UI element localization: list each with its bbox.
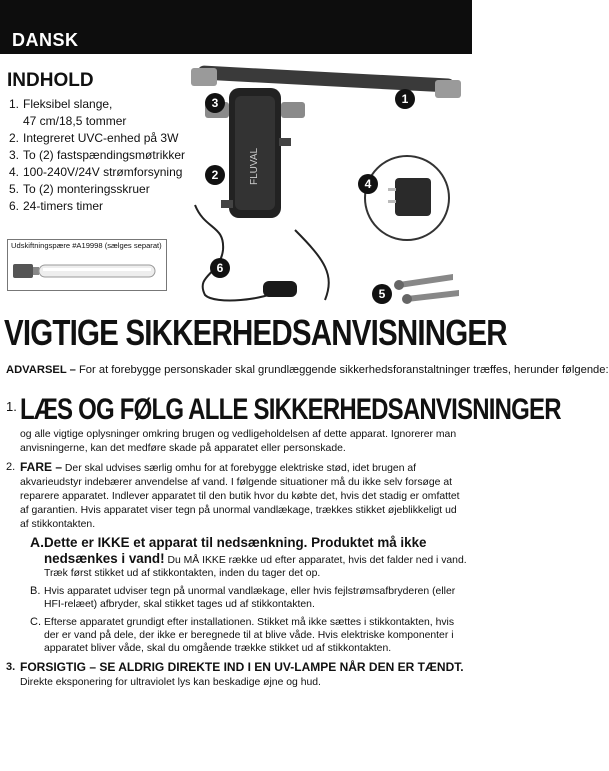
- language-label: DANSK: [12, 30, 79, 50]
- contents-item: 4. 100-240V/24V strømforsyning: [9, 165, 183, 179]
- language-header-bar: [0, 0, 472, 54]
- caution-text: Direkte eksponering for ultraviolet lys kan beskadige øjne og hud.: [20, 677, 321, 688]
- warning-label: ADVARSEL –: [6, 364, 76, 376]
- contents-title: INDHOLD: [7, 70, 94, 91]
- sub-c-text: Efterse apparatet grundigt efter installationen. Stikket må ikke sættes i stikkontakten, hvis der er vand på dele, der ikke er beregnede til at blive våde. Hvis elektriske komponenter i apparatet bliver våde, skal du omgående trække stikket ud af stikkontakten.: [44, 617, 455, 654]
- caution-heading: FORSIGTIG – SE ALDRIG DIREKTE IND I EN UV-LAMPE NÅR DEN ER TÆNDT.: [20, 660, 464, 674]
- contents-item: 1. Fleksibel slange, 47 cm/18,5 tommer: [9, 97, 127, 128]
- safety-title: VIGTIGE SIKKERHEDSANVISNINGER: [4, 312, 507, 353]
- callout-1: 1: [395, 89, 415, 109]
- timer-cable-image: [195, 205, 329, 300]
- danger-text: Der skal udvises særlig omhu for at forebygge elektriske stød, idet brugen af akvarieudstyr indebærer anvendelse af vand. I følgende situationer må du ikke selv forsøge at reparere apparatet. Indlever apparatet til den butik hvor du købte det, hvis det stadig er omfattet af garantien. Hvis apparatet viser tegn på unormal vandlækage, trækkes stikket øjeblikkeligt ud af stikkontakten.: [20, 463, 460, 530]
- safety-item-1: 1. LÆS OG FØLG ALLE SIKKERHEDSANVISNINGER og alle vigtige oplysninger omkring brugen og vedligeholdelsen af dette apparat. Ignorerer man anvisningerne, kan det medføre skade på apparatet eller personskade.: [6, 393, 561, 454]
- safety-sub-item-a: A. Dette er IKKE et apparat til nedsænkning. Produktet må ikke nedsænkes i vand! Du MÅ IKKE række ud efter apparatet, hvis det falder ned i vand. Træk først stikket ud af stikkontakten, inden du tager det op.: [30, 534, 467, 579]
- safety-item-3: 3. FORSIGTIG – SE ALDRIG DIREKTE IND I EN UV-LAMPE NÅR DEN ER TÆNDT. Direkte eksponering for ultraviolet lys kan beskadige øjne og hud.: [6, 660, 464, 688]
- safety-item-1-text: og alle vigtige oplysninger omkring brugen og vedligeholdelsen af dette apparat. Ignorerer man anvisningerne, kan det medføre skade på apparatet eller personskade.: [20, 429, 457, 454]
- sub-b-text: Hvis apparatet udviser tegn på unormal vandlækage, eller hvis fejlstrømsafbryderen (eller HFI-relæet) afbryder, skal stikket tages ud af stikkontakten.: [44, 586, 456, 610]
- safety-sub-item-b: B. Hvis apparatet udviser tegn på unormal vandlækage, eller hvis fejlstrømsafbryderen (eller HFI-relæet) afbryder, skal stikket tages ud af stikkontakten.: [30, 585, 456, 610]
- contents-item: 5. To (2) monteringsskruer: [9, 182, 150, 196]
- callout-5: 5: [372, 284, 392, 304]
- sub-a-text: Du MÅ IKKE række ud efter apparatet, hvis det falder ned i vand. Træk først stikket ud af stikkontakten, inden du tager det op.: [44, 555, 467, 579]
- mounting-screws-image: [394, 274, 459, 304]
- warning-line: [6, 364, 609, 376]
- contents-item: 3. To (2) fastspændingsmøtrikker: [9, 148, 186, 162]
- callout-6: 6: [210, 258, 230, 278]
- uv-bulb-illustration: [11, 258, 161, 284]
- safety-sub-item-c: C. Efterse apparatet grundigt efter installationen. Stikket må ikke sættes i stikkontakten, hvis der er vand på dele, der ikke er beregnede til at blive våde. Hvis elektriske komponenter i apparatet bliver våde, skal du omgående trække stikket ud af stikkontakten.: [30, 616, 455, 654]
- timer-device-image: [263, 281, 297, 297]
- callout-3: 3: [205, 93, 225, 113]
- contents-item: 6. 24-timers timer: [9, 199, 104, 213]
- spare-part-label: Udskiftningspære #A19998 (sælges separat): [11, 241, 162, 250]
- power-supply-image: [365, 156, 449, 240]
- safety-items: [6, 393, 561, 694]
- safety-item-1-heading: LÆS OG FØLG ALLE SIKKERHEDSANVISNINGER: [20, 393, 561, 426]
- svg-text:FLUVAL: FLUVAL: [249, 147, 260, 185]
- safety-item-2: 2. FARE – Der skal udvises særlig omhu for at forebygge elektriske stød, idet brugen af akvarieudstyr indebærer anvendelse af vand. I følgende situationer må du ikke selv forsøge at reparere apparatet. Indlever apparatet til den butik hvor du købte det, hvis det stadig er omfattet af garantien. Hvis apparatet viser tegn på unormal vandlækage, trækkes stikket øjeblikkeligt ud af stikkontakten. A. Dette er IKKE et apparat til nedsænkning. Produktet må ikke nedsænkes i vand! Du MÅ IKKE række ud efter apparatet, hvis det falder ned i vand. Træk først stikket ud af stikkontakten, inden du tager det op. B. Hvis apparatet udviser tegn på unormal vandlækage, eller hvis fejlstrømsafbryderen (eller HFI-relæet) afbryder, skal stikket tages ud af stikkontakten. C. Efterse apparatet grundigt efter installationen. Stikket må ikke sættes i stikkontakten, hvis der er vand på dele, der ikke er beregnede til at blive våde. Hvis elektriske komponenter i apparatet bliver våde, skal du omgående trække stikket ud af stikkontakten.: [6, 460, 467, 654]
- contents-list: [9, 96, 209, 215]
- spare-part-box: [7, 239, 167, 291]
- contents-item: 2. Integreret UVC-enhed på 3W: [9, 131, 179, 145]
- warning-text: For at forebygge personskader skal grundlæggende sikkerhedsforanstaltninger træffes, herunder følgende:: [78, 364, 609, 376]
- sub-a-heading: Dette er IKKE et apparat til nedsænkning. Produktet må ikke nedsænkes i vand!: [44, 535, 427, 566]
- danger-label: FARE –: [20, 460, 63, 474]
- callout-2: 2: [205, 165, 225, 185]
- callout-4: 4: [358, 174, 378, 194]
